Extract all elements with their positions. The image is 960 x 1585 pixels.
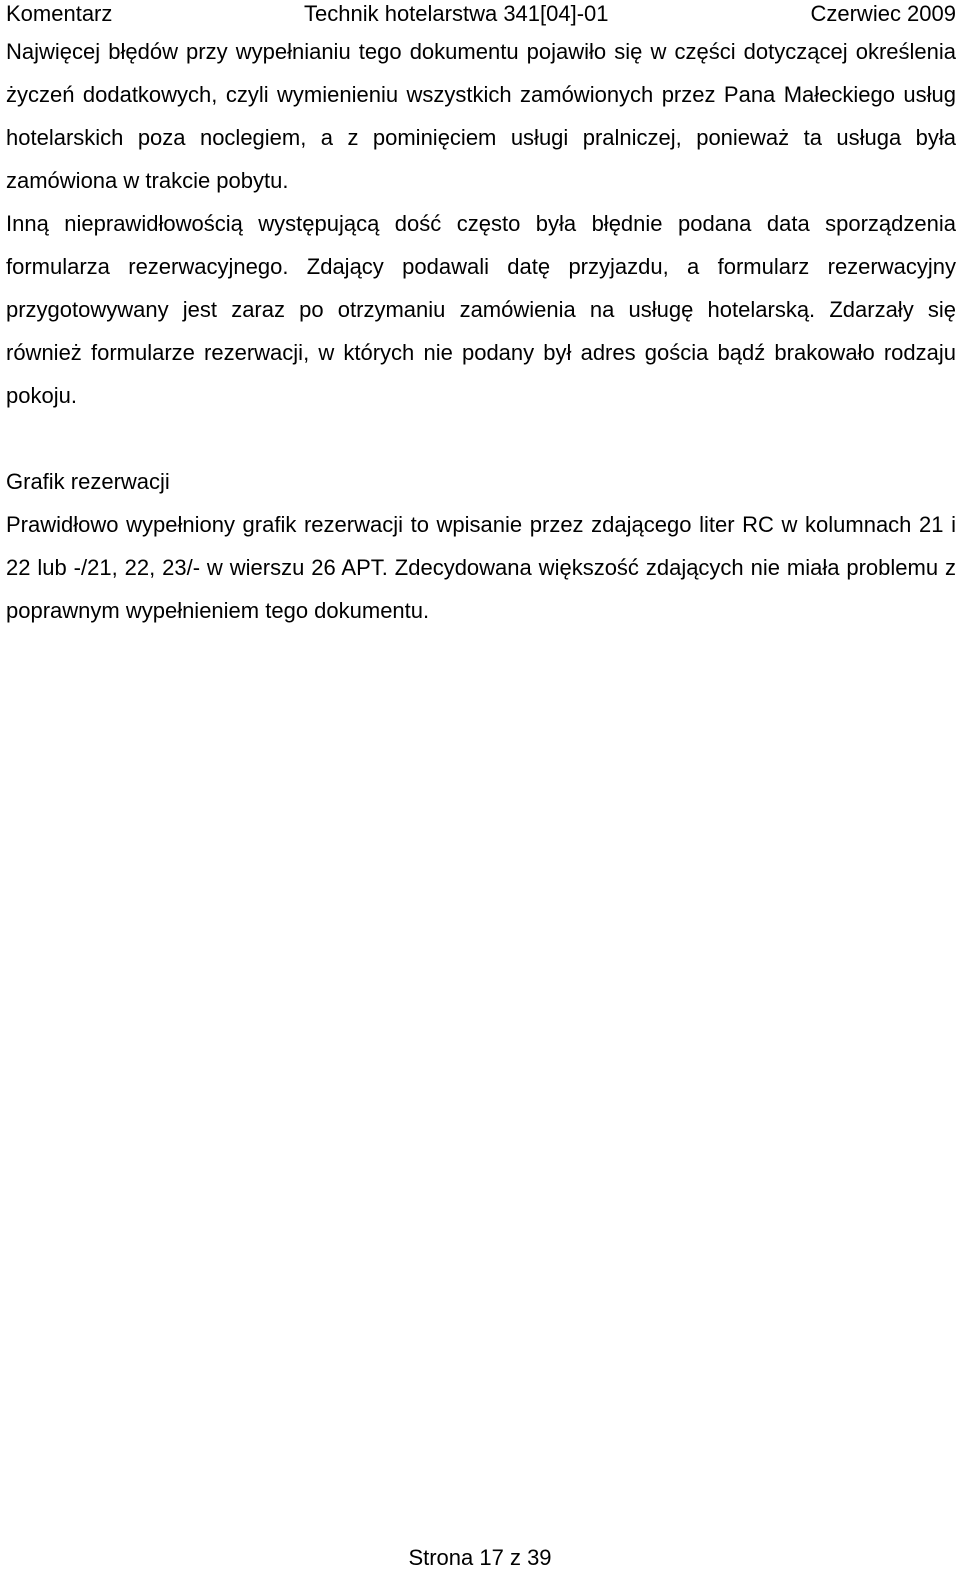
paragraph-reservation-chart: Prawidłowo wypełniony grafik rezerwacji to wpisanie przez zdającego liter RC w kolumnach 21 i 22 lub -/21, 22, 23/- w wierszu 26 APT. Zdecydowana większość zdających nie miała problemu z poprawnym wypełnieniem tego dokumentu.	[6, 512, 956, 623]
page-number: Strona 17 z 39	[408, 1545, 552, 1570]
section-spacer	[6, 417, 956, 460]
paragraph-date-errors: Inną nieprawidłowością występującą dość często była błędnie podana data sporządzenia formularza rezerwacyjnego. Zdający podawali datę przyjazdu, a formularz rezerwacyjny przygotowywany jest zaraz po otrzymaniu zamówienia na usługę hotelarską. Zdarzały się również formularze rezerwacji, w których nie podany był adres gościa bądź brakowało rodzaju pokoju.	[6, 211, 956, 408]
paragraph-additional-requests: Najwięcej błędów przy wypełnianiu tego dokumentu pojawiło się w części dotyczącej określenia życzeń dodatkowych, czyli wymienieniu wszystkich zamówionych przez Pana Małeckiego usług hotelarskich poza noclegiem, a z pominięciem usługi pralniczej, ponieważ ta usługa była zamówiona w trakcie pobytu.	[6, 39, 956, 193]
header-exam-title: Technik hotelarstwa 341[04]-01	[304, 1, 609, 26]
header-date: Czerwiec 2009	[810, 1, 956, 26]
page-header	[6, 0, 956, 30]
header-doc-type: Komentarz	[6, 1, 113, 26]
document-body	[6, 30, 956, 632]
section-heading: Grafik rezerwacji	[6, 469, 170, 494]
